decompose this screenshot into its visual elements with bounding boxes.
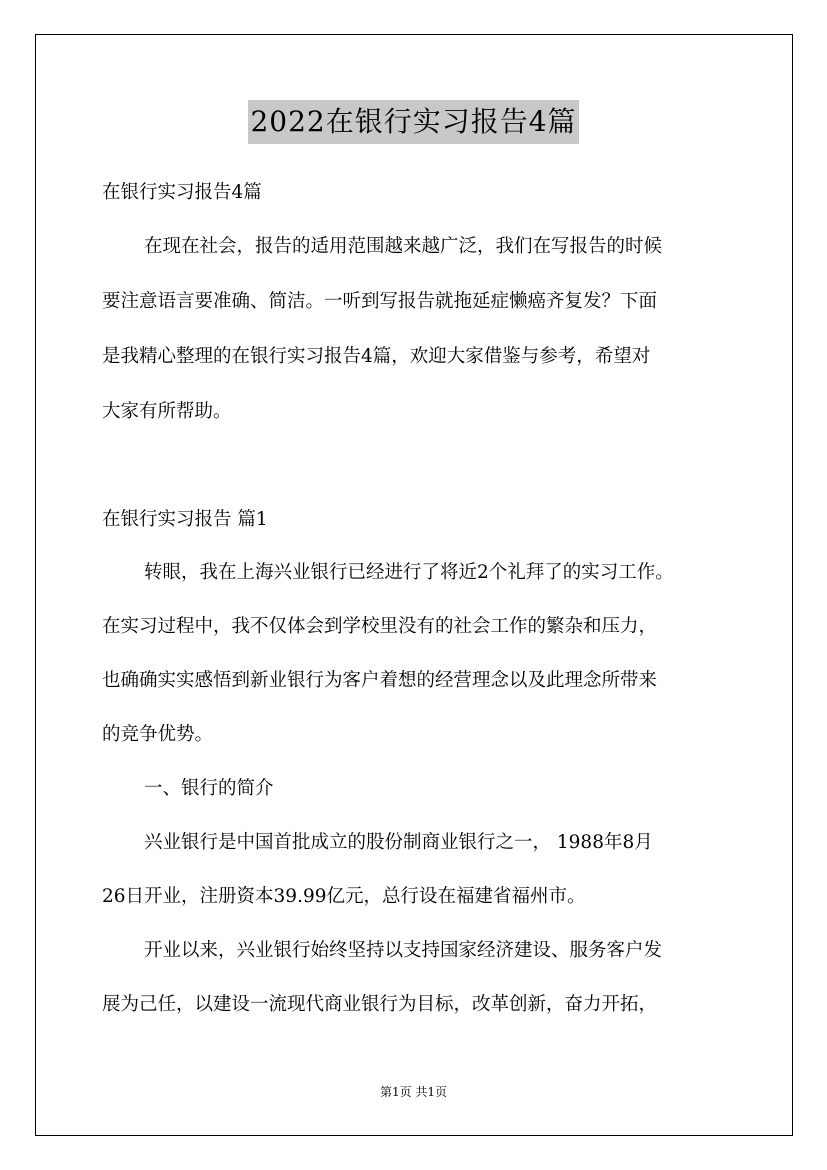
paragraph-line: 转眼，我在上海兴业银行已经进行了将近2个礼拜了的实习工作。	[144, 562, 674, 583]
section-heading: 在银行实习报告 篇1	[102, 509, 268, 530]
paragraph-line: 的竞争优势。	[102, 724, 214, 745]
page-footer: 第1页 共1页	[379, 1085, 448, 1099]
paragraph-line: 兴业银行是中国首批成立的股份制商业银行之一， 1988年8月	[144, 832, 653, 853]
paragraph-line: 要注意语言要准确、简洁。一听到写报告就拖延症懒癌齐复发？下面	[102, 291, 658, 312]
subtitle-line: 在银行实习报告4篇	[102, 182, 262, 203]
paragraph-line: 也确确实实感悟到新业银行为客户着想的经营理念以及此理念所带来	[102, 670, 658, 691]
paragraph-line: 大家有所帮助。	[102, 401, 232, 422]
paragraph-line: 展为己任，以建设一流现代商业银行为目标，改革创新，奋力开拓，	[102, 994, 658, 1015]
paragraph-line: 26日开业，注册资本39.99亿元，总行设在福建省福州市。	[102, 886, 586, 907]
title-container	[0, 100, 827, 144]
paragraph-line: 在实习过程中，我不仅体会到学校里没有的社会工作的繁杂和压力，	[102, 616, 658, 637]
paragraph-line: 在现在社会，报告的适用范围越来越广泛，我们在写报告的时候	[144, 236, 663, 257]
paragraph-line: 开业以来，兴业银行始终坚持以支持国家经济建设、服务客户发	[144, 940, 663, 961]
paragraph-line: 是我精心整理的在银行实习报告4篇，欢迎大家借鉴与参考，希望对	[102, 346, 651, 367]
document-title: 2022在银行实习报告4篇	[248, 100, 578, 144]
subsection-heading: 一、银行的简介	[144, 778, 274, 799]
